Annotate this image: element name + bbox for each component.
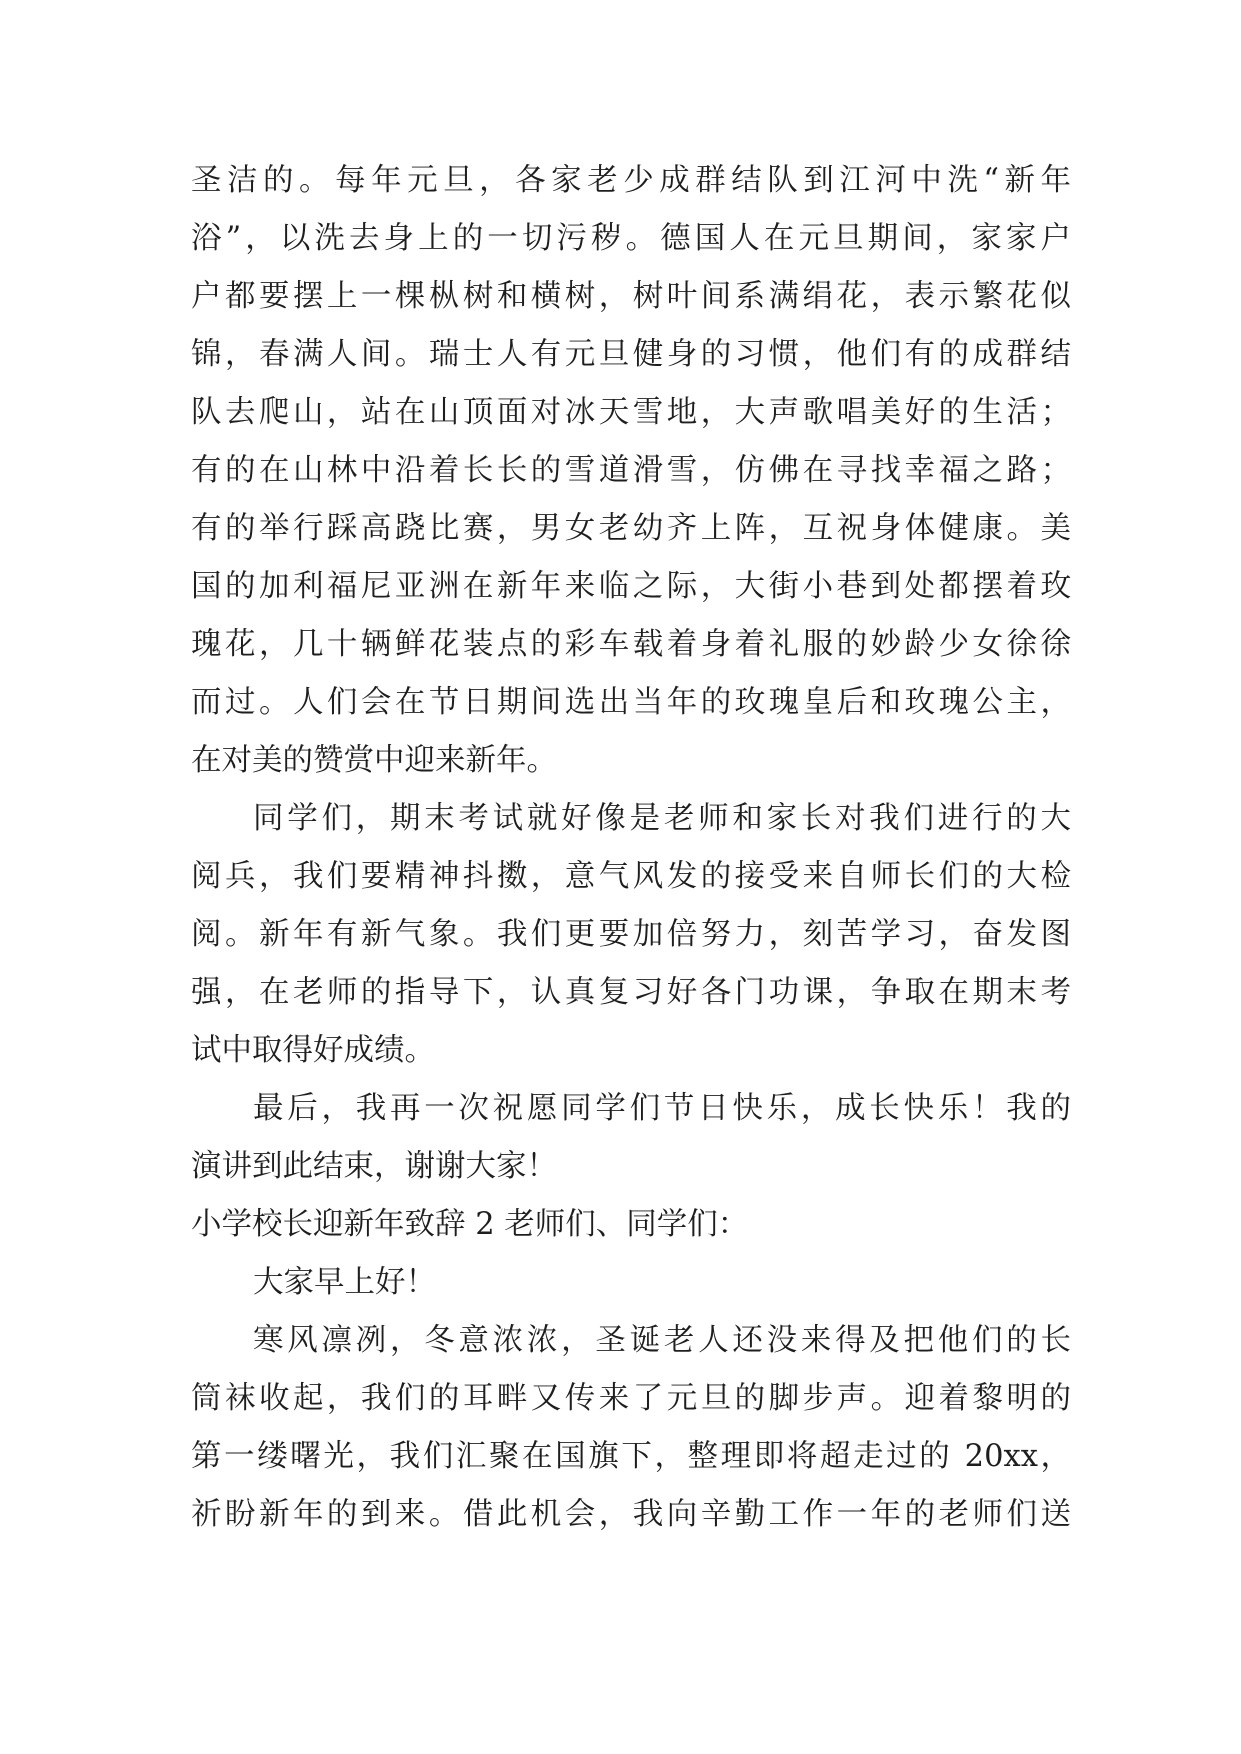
- text-line: 演讲到此结束，谢谢大家！: [191, 1149, 557, 1184]
- text-line: 强，在老师的指导下，认真复习好各门功课，争取在期末考: [191, 975, 1071, 1010]
- text-line: 队去爬山，站在山顶面对冰天雪地，大声歌唱美好的生活；: [191, 395, 1071, 430]
- section-heading: 小学校长迎新年致辞 2 老师们、同学们：: [191, 1207, 749, 1242]
- text-line: 筒袜收起，我们的耳畔又传来了元旦的脚步声。迎着黎明的: [191, 1381, 1071, 1416]
- text-line: 锦，春满人间。瑞士人有元旦健身的习惯，他们有的成群结: [191, 337, 1071, 372]
- text-line: 试中取得好成绩。: [191, 1033, 435, 1068]
- text-line: 户都要摆上一棵枞树和横树，树叶间系满绢花，表示繁花似: [191, 279, 1071, 314]
- text-line: 有的在山林中沿着长长的雪道滑雪，仿佛在寻找幸福之路；: [191, 453, 1071, 488]
- paragraph-first-line: 寒风凛冽，冬意浓浓，圣诞老人还没来得及把他们的长: [253, 1323, 1071, 1358]
- text-line: 瑰花，几十辆鲜花装点的彩车载着身着礼服的妙龄少女徐徐: [191, 627, 1071, 662]
- text-line: 浴”，以洗去身上的一切污秽。德国人在元旦期间，家家户: [191, 221, 1071, 256]
- text-line: 有的举行踩高跷比赛，男女老幼齐上阵，互祝身体健康。美: [191, 511, 1071, 546]
- text-line: 祈盼新年的到来。借此机会，我向辛勤工作一年的老师们送: [191, 1497, 1071, 1532]
- text-line: 第一缕曙光，我们汇聚在国旗下，整理即将超走过的 20xx，: [191, 1439, 1071, 1474]
- greeting-line: 大家早上好！: [253, 1265, 436, 1300]
- text-line: 阅兵，我们要精神抖擞，意气风发的接受来自师长们的大检: [191, 859, 1071, 894]
- paragraph-first-line: 同学们，期末考试就好像是老师和家长对我们进行的大: [253, 801, 1071, 836]
- text-line: 在对美的赞赏中迎来新年。: [191, 743, 557, 778]
- text-line: 国的加利福尼亚洲在新年来临之际，大街小巷到处都摆着玫: [191, 569, 1071, 604]
- text-line: 阅。新年有新气象。我们更要加倍努力，刻苦学习，奋发图: [191, 917, 1071, 952]
- text-line: 而过。人们会在节日期间选出当年的玫瑰皇后和玫瑰公主，: [191, 685, 1071, 720]
- paragraph-first-line: 最后，我再一次祝愿同学们节日快乐，成长快乐！我的: [253, 1091, 1071, 1126]
- text-line: 圣洁的。每年元旦，各家老少成群结队到江河中洗“新年: [191, 163, 1071, 198]
